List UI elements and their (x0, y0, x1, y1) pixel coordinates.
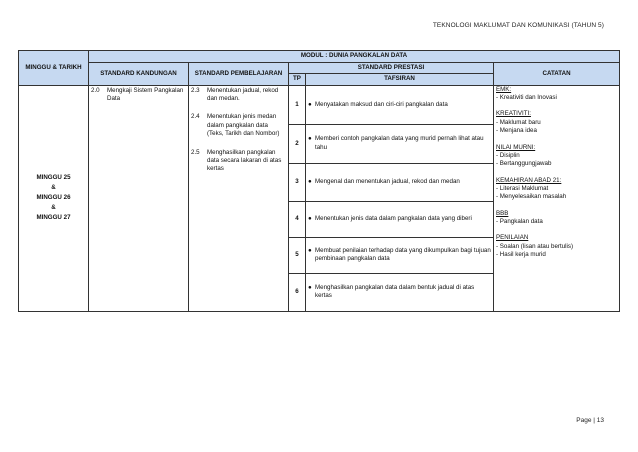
header-standard-prestasi: STANDARD PRESTASI (289, 63, 494, 74)
sk-number: 2.0 (91, 86, 100, 94)
tp-5: 5 (289, 237, 306, 273)
header-minggu: MINGGU & TARIKH (19, 51, 89, 86)
header-tp: TP (289, 74, 306, 85)
tafsiran-6: ● Menghasilkan pangkalan data dalam bentuk jadual di atas kertas (306, 273, 494, 311)
catatan-cell: EMK: - Kreativiti dan Inovasi KREATIVITI: - Maklumat baru - Menjana idea NILAI MURNI: - Disiplin - Bertanggungjawab KEMAHIRAN ABAD 21: - Literasi Maklumat - Menyelesaikan masalah BBB - Pangkalan data PENILAIAN - Soalan (lisan atau bertulis) - Hasil kerja murid (494, 85, 620, 311)
catatan-head-kemahiran: KEMAHIRAN ABAD 21: (496, 176, 562, 184)
tp-6: 6 (289, 273, 306, 311)
catatan-head-emk: EMK: (496, 85, 512, 93)
page-number: Page | 13 (576, 417, 604, 424)
catatan-head-nilai-murni: NILAI MURNI: (496, 143, 536, 151)
standard-pembelajaran-cell: 2.3 Menentukan jadual, rekod dan medan. 2.4 Menentukan jenis medan dalam pangkalan data (Teks, Tarikh dan Nombor) 2.5 Menghasilkan pangkalan data secara lakaran di atas kertas (189, 85, 289, 311)
tp-3: 3 (289, 163, 306, 201)
header-tafsiran: TAFSIRAN (306, 74, 494, 85)
sk-text: Mengkaji Sistem Pangkalan Data (107, 86, 184, 103)
bullet-icon: ● (308, 215, 312, 223)
header-catatan: CATATAN (494, 63, 620, 86)
sp-item-2-5: Menghasilkan pangkalan data secara lakaran di atas kertas (207, 148, 282, 173)
sp-item-2-4: Menentukan jenis medan dalam pangkalan data (Teks, Tarikh dan Nombor) (207, 113, 280, 138)
bullet-icon: ● (308, 100, 312, 108)
sp-item-2-3: Menentukan jadual, rekod dan medan. (207, 86, 279, 103)
bullet-icon: ● (308, 246, 312, 254)
catatan-head-penilaian: PENILAIAN (496, 234, 529, 242)
bullet-icon: ● (308, 178, 312, 186)
bullet-icon: ● (308, 283, 312, 291)
header-standard-kandungan: STANDARD KANDUNGAN (89, 63, 189, 86)
header-modul: MODUL : DUNIA PANGKALAN DATA (89, 51, 620, 63)
document-header: TEKNOLOGI MAKLUMAT DAN KOMUNIKASI (TAHUN 5) (432, 22, 604, 29)
tp-1: 1 (289, 85, 306, 124)
catatan-head-kreativiti: KREATIVITI: (496, 110, 531, 118)
tp-4: 4 (289, 201, 306, 237)
week-cell: MINGGU 25 & MINGGU 26 & MINGGU 27 (19, 85, 89, 311)
header-standard-pembelajaran: STANDARD PEMBELAJARAN (189, 63, 289, 86)
tafsiran-3: ● Mengenal dan menentukan jadual, rekod dan medan (306, 163, 494, 201)
catatan-head-bbb: BBB (496, 209, 509, 217)
tafsiran-4: ● Menentukan jenis data dalam pangkalan data yang diberi (306, 201, 494, 237)
standard-kandungan-cell (89, 85, 189, 311)
tafsiran-1: ● Menyatakan maksud dan ciri-ciri pangkalan data (306, 85, 494, 124)
tafsiran-5: ● Membuat penilaian terhadap data yang dikumpulkan bagi tujuan pembinaan pangkalan data (306, 237, 494, 273)
tp-2: 2 (289, 124, 306, 163)
rpt-table (18, 50, 620, 312)
bullet-icon: ● (308, 135, 312, 143)
tafsiran-2: ● Memberi contoh pangkalan data yang murid pernah lihat atau tahu (306, 124, 494, 163)
